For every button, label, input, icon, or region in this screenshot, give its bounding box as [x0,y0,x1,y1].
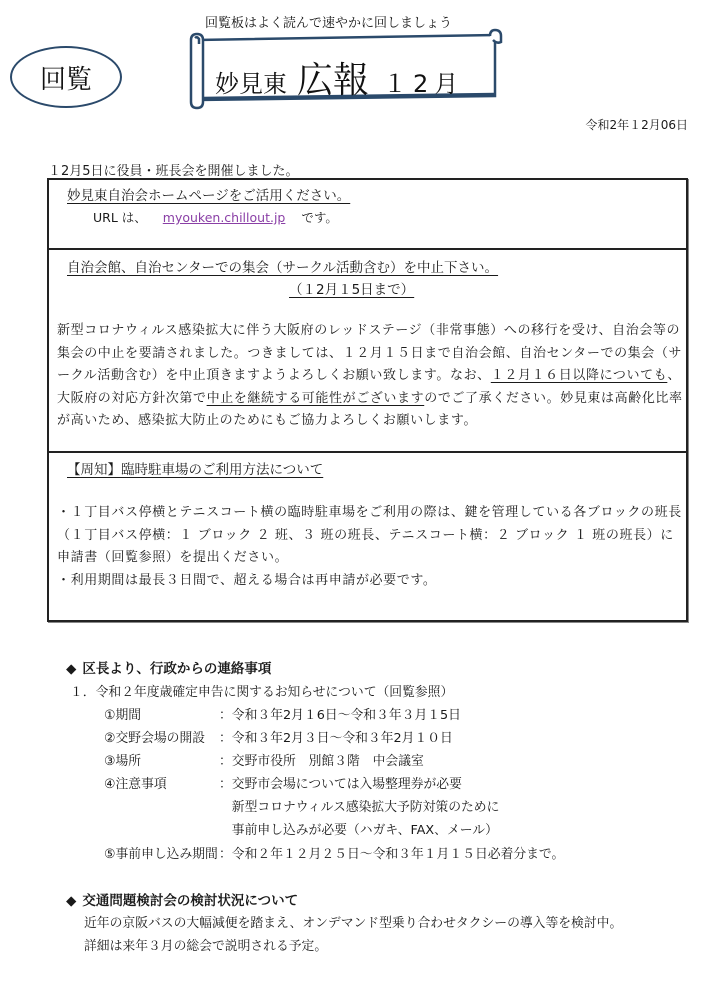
url-prefix: URL は、 [93,210,147,225]
suspension-body-text: 新型コロナウィルス感染拡大に伴う大阪府のレッドステージ（非常事態）への移行を受け、自治会等の集会の中止を要請されました。つきましては、１２月１５日まで自治会館、自治センターでの集会（サークル活動含む）を中止頂きますようよろしくお願い致します。なお、 [57,323,683,383]
traffic-heading [66,889,298,909]
traffic-line-1: 近年の京阪バスの大幅減便を踏まえ、オンデマンド型乗り合わせタクシーの導入等を検討中。 [84,916,623,931]
tagline: 回覧板はよく読んで速やかに回しましょう [205,16,453,31]
intro-text: １2月5日に役員・班長会を開催しました。 [48,164,299,179]
parking-paragraph-1: ・１丁目バス停横とテニスコート横の臨時駐車場をご利用の際は、鍵を管理している各ブロックの班長（１丁目バス停横：１ ブロック ２ 班、３ 班の班長、テニスコート横：２ ブロック １ 班の班長）に申請書（回覧参照）を提出ください。 [57,505,682,565]
parking-body [57,502,683,592]
admin-row: 新型コロナウィルス感染拡大予防対策のために [219,800,500,815]
suspension-underlined-date: １２月１６日以降についても [490,368,668,383]
banner-org: 妙見東 [215,70,287,98]
suspension-subtitle: （１2月１5日まで） [289,282,415,298]
kairan-label: 回覧 [39,64,92,95]
banner-main-title: 広報 [297,60,370,101]
homepage-url-line [93,208,338,226]
suspension-body-text: 、大阪府の対応方針次第で [57,368,681,406]
notice-box [47,178,688,622]
parking-paragraph-2: ・利用期間は最長３日間で、超える場合は再申請が必要です。 [57,572,437,588]
suspension-body [57,320,683,433]
kairan-badge [10,46,122,108]
homepage-title: 妙見東自治会ホームページをご活用ください。 [67,188,351,204]
section-divider [49,451,686,453]
admin-item-title: １．令和２年度歳確定申告に関するお知らせについて（回覧参照） [70,685,454,700]
admin-heading-text: 区長より、行政からの連絡事項 [82,661,272,677]
url-suffix: です。 [301,210,338,225]
traffic-heading-text: 交通問題検討会の検討状況について [82,893,299,909]
homepage-link[interactable]: myouken.chillout.jp [162,210,286,225]
section-divider [49,248,686,250]
banner-month: １2月 [383,70,465,98]
suspension-body-text: のでご了承ください。妙見東は高齢化比率が高いため、感染拡大防止のためにもご協力よろしくお願いします。 [57,390,683,428]
admin-row: ④注意事項 ：交野市会場については入場整理券が必要 [104,777,462,792]
admin-row: ⑤事前申し込み期間：令和２年１２月２５日～令和３年１月１５日必着分まで。 [104,847,565,862]
admin-row: ③場所 ：交野市役所 別館３階 中会議室 [104,754,424,769]
diamond-bullet-icon: ◆ [66,661,77,677]
admin-row: ①期間 ：令和３年2月１6日～令和３年３月１5日 [104,708,461,723]
admin-row: ②交野会場の開設 ：令和３年2月３日～令和３年2月１０日 [104,731,453,746]
parking-title: 【周知】臨時駐車場のご利用方法について [67,462,324,478]
admin-row: 事前申し込みが必要（ハガキ、FAX、メール） [219,823,498,838]
diamond-bullet-icon: ◆ [66,893,77,909]
suspension-underlined-warning: 中止を継続する可能性がございます [206,390,425,406]
suspension-title: 自治会館、自治センターでの集会（サークル活動含む）を中止下さい。 [67,260,499,276]
admin-heading [66,657,271,677]
banner-title [215,52,464,103]
issue-date: 令和2年１2月06日 [585,118,688,132]
traffic-line-2: 詳細は来年３月の総会で説明される予定。 [84,939,328,954]
